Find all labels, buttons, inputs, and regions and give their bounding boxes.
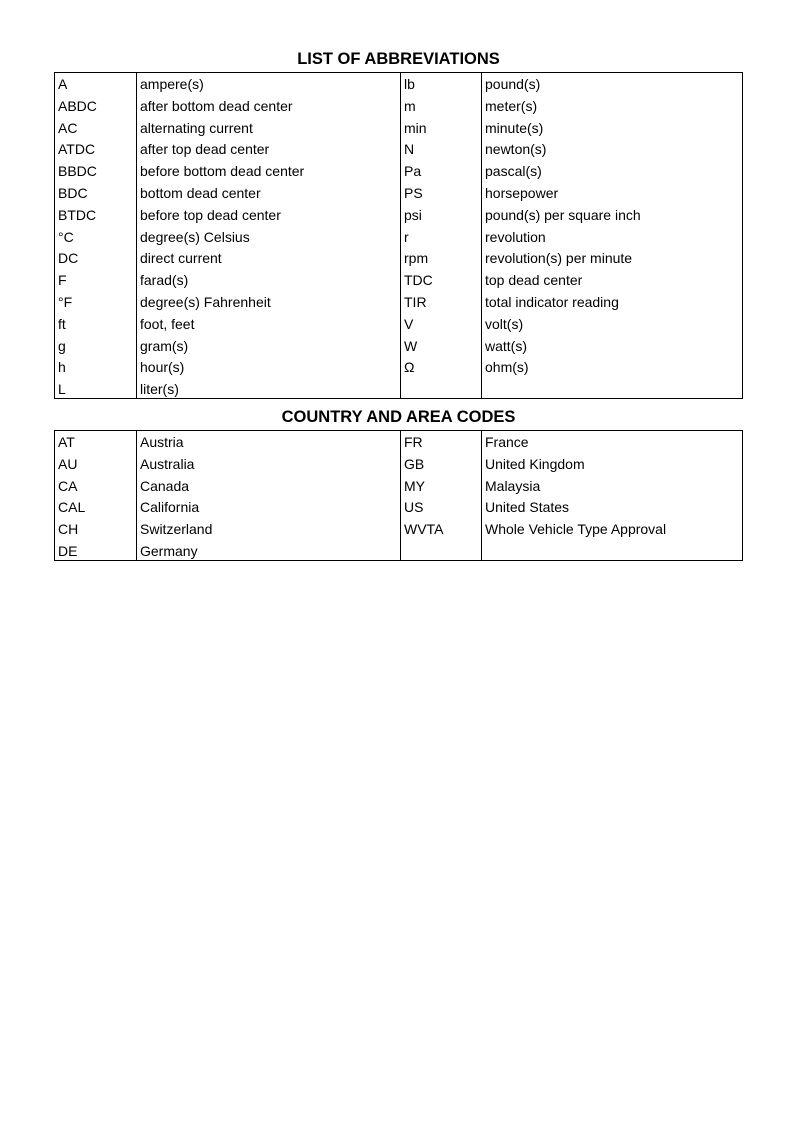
abbreviation-code: A: [58, 76, 68, 92]
abbreviation-code: BBDC: [58, 163, 97, 180]
abbreviation-code: °F: [58, 293, 73, 310]
abbreviation-code: CH: [58, 521, 79, 538]
abbreviation-meaning: before bottom dead center: [140, 163, 305, 180]
abbreviation-code: AU: [58, 455, 78, 472]
abbreviation-code: m: [404, 97, 416, 114]
abbreviation-code: BTDC: [58, 206, 97, 223]
codes-left-meaning-column: [136, 431, 400, 560]
abbreviation-code: BDC: [58, 184, 88, 201]
abbreviation-code: Ω: [404, 359, 415, 376]
abbreviation-meaning: alternating current: [140, 119, 253, 136]
codes-right-code-column: [400, 431, 481, 560]
abbreviation-meaning: degree(s) Fahrenheit: [140, 293, 271, 310]
abbreviation-meaning: Malaysia: [485, 477, 541, 494]
abbreviation-meaning: France: [485, 434, 529, 450]
abbreviation-code: TDC: [404, 272, 433, 289]
abbreviation-meaning: watt(s): [485, 337, 527, 354]
abbreviation-meaning: top dead center: [485, 272, 583, 289]
abbreviation-meaning: Germany: [140, 542, 198, 559]
abbreviation-code: N: [404, 141, 415, 158]
abbreviation-code: ATDC: [58, 141, 96, 158]
country-codes-title: COUNTRY AND AREA CODES: [281, 408, 516, 426]
abbreviation-code: AC: [58, 119, 78, 136]
abbreviation-code: h: [58, 359, 66, 376]
abbreviation-meaning: Whole Vehicle Type Approval: [485, 521, 667, 538]
abbreviation-meaning: ampere(s): [140, 76, 204, 92]
abbreviation-meaning: revolution: [485, 228, 546, 245]
abbreviation-code: CA: [58, 477, 78, 494]
abbreviation-code: Pa: [404, 163, 422, 180]
abbreviation-meaning: bottom dead center: [140, 184, 261, 201]
abbreviation-meaning: ohm(s): [485, 359, 529, 376]
abbreviation-code: r: [404, 228, 409, 245]
abbreviation-meaning: newton(s): [485, 141, 547, 158]
abbreviation-meaning: hour(s): [140, 359, 185, 376]
abbreviation-code: ft: [58, 315, 66, 332]
abbreviation-code: g: [58, 337, 66, 354]
abbreviation-meaning: revolution(s) per minute: [485, 250, 633, 267]
abbreviation-meaning: California: [140, 499, 200, 516]
abbreviation-meaning: liter(s): [140, 381, 179, 398]
abbreviation-code: V: [404, 315, 414, 332]
abbreviation-meaning: pascal(s): [485, 163, 542, 180]
abbreviation-code: CAL: [58, 499, 86, 516]
abbreviation-meaning: horsepower: [485, 184, 559, 201]
abbreviation-meaning: Austria: [140, 434, 184, 450]
abbr-left-code-column: [55, 73, 136, 398]
codes-left-code-column: [55, 431, 136, 560]
abbreviation-meaning: Australia: [140, 455, 195, 472]
abbreviation-meaning: direct current: [140, 250, 222, 267]
abbreviation-code: L: [58, 381, 66, 398]
abbreviation-meaning: farad(s): [140, 272, 189, 289]
abbreviations-table: [54, 72, 743, 399]
codes-right-meaning-column: [481, 431, 742, 560]
abbreviation-meaning: after top dead center: [140, 141, 270, 158]
abbreviation-code: °C: [58, 228, 74, 245]
abbreviation-meaning: pound(s) per square inch: [485, 206, 641, 223]
abbreviation-code: F: [58, 272, 67, 289]
abbreviation-code: US: [404, 499, 424, 516]
abbreviation-code: GB: [404, 455, 425, 472]
abbreviation-code: FR: [404, 434, 423, 450]
abbreviation-meaning: before top dead center: [140, 206, 281, 223]
abbreviation-code: TIR: [404, 293, 427, 310]
abbreviation-code: DC: [58, 250, 79, 267]
abbreviation-meaning: degree(s) Celsius: [140, 228, 250, 245]
abbreviations-title: LIST OF ABBREVIATIONS: [297, 50, 500, 68]
abbreviation-code: min: [404, 119, 427, 136]
abbreviation-meaning: after bottom dead center: [140, 97, 293, 114]
abbreviation-code: MY: [404, 477, 425, 494]
abbreviation-meaning: foot, feet: [140, 315, 195, 332]
abbreviation-code: WVTA: [404, 521, 444, 538]
abbreviation-meaning: minute(s): [485, 119, 544, 136]
abbreviation-meaning: United States: [485, 499, 570, 516]
abbr-right-meaning-column: [481, 73, 742, 398]
abbreviation-code: W: [404, 337, 418, 354]
abbr-right-code-column: [400, 73, 481, 398]
abbreviation-code: DE: [58, 542, 78, 559]
abbreviation-code: rpm: [404, 250, 429, 267]
abbreviation-code: PS: [404, 184, 423, 201]
abbreviation-meaning: Canada: [140, 477, 190, 494]
abbreviation-meaning: total indicator reading: [485, 293, 619, 310]
abbreviation-code: psi: [404, 206, 422, 223]
abbreviation-code: lb: [404, 76, 415, 92]
abbreviation-code: ABDC: [58, 97, 97, 114]
country-codes-table: [54, 430, 743, 561]
abbreviation-meaning: pound(s): [485, 76, 541, 92]
abbreviation-meaning: gram(s): [140, 337, 189, 354]
abbr-left-meaning-column: [136, 73, 400, 398]
abbreviation-meaning: United Kingdom: [485, 455, 585, 472]
abbreviation-code: AT: [58, 434, 75, 450]
abbreviation-meaning: Switzerland: [140, 521, 213, 538]
abbreviation-meaning: volt(s): [485, 315, 524, 332]
abbreviation-meaning: meter(s): [485, 97, 538, 114]
